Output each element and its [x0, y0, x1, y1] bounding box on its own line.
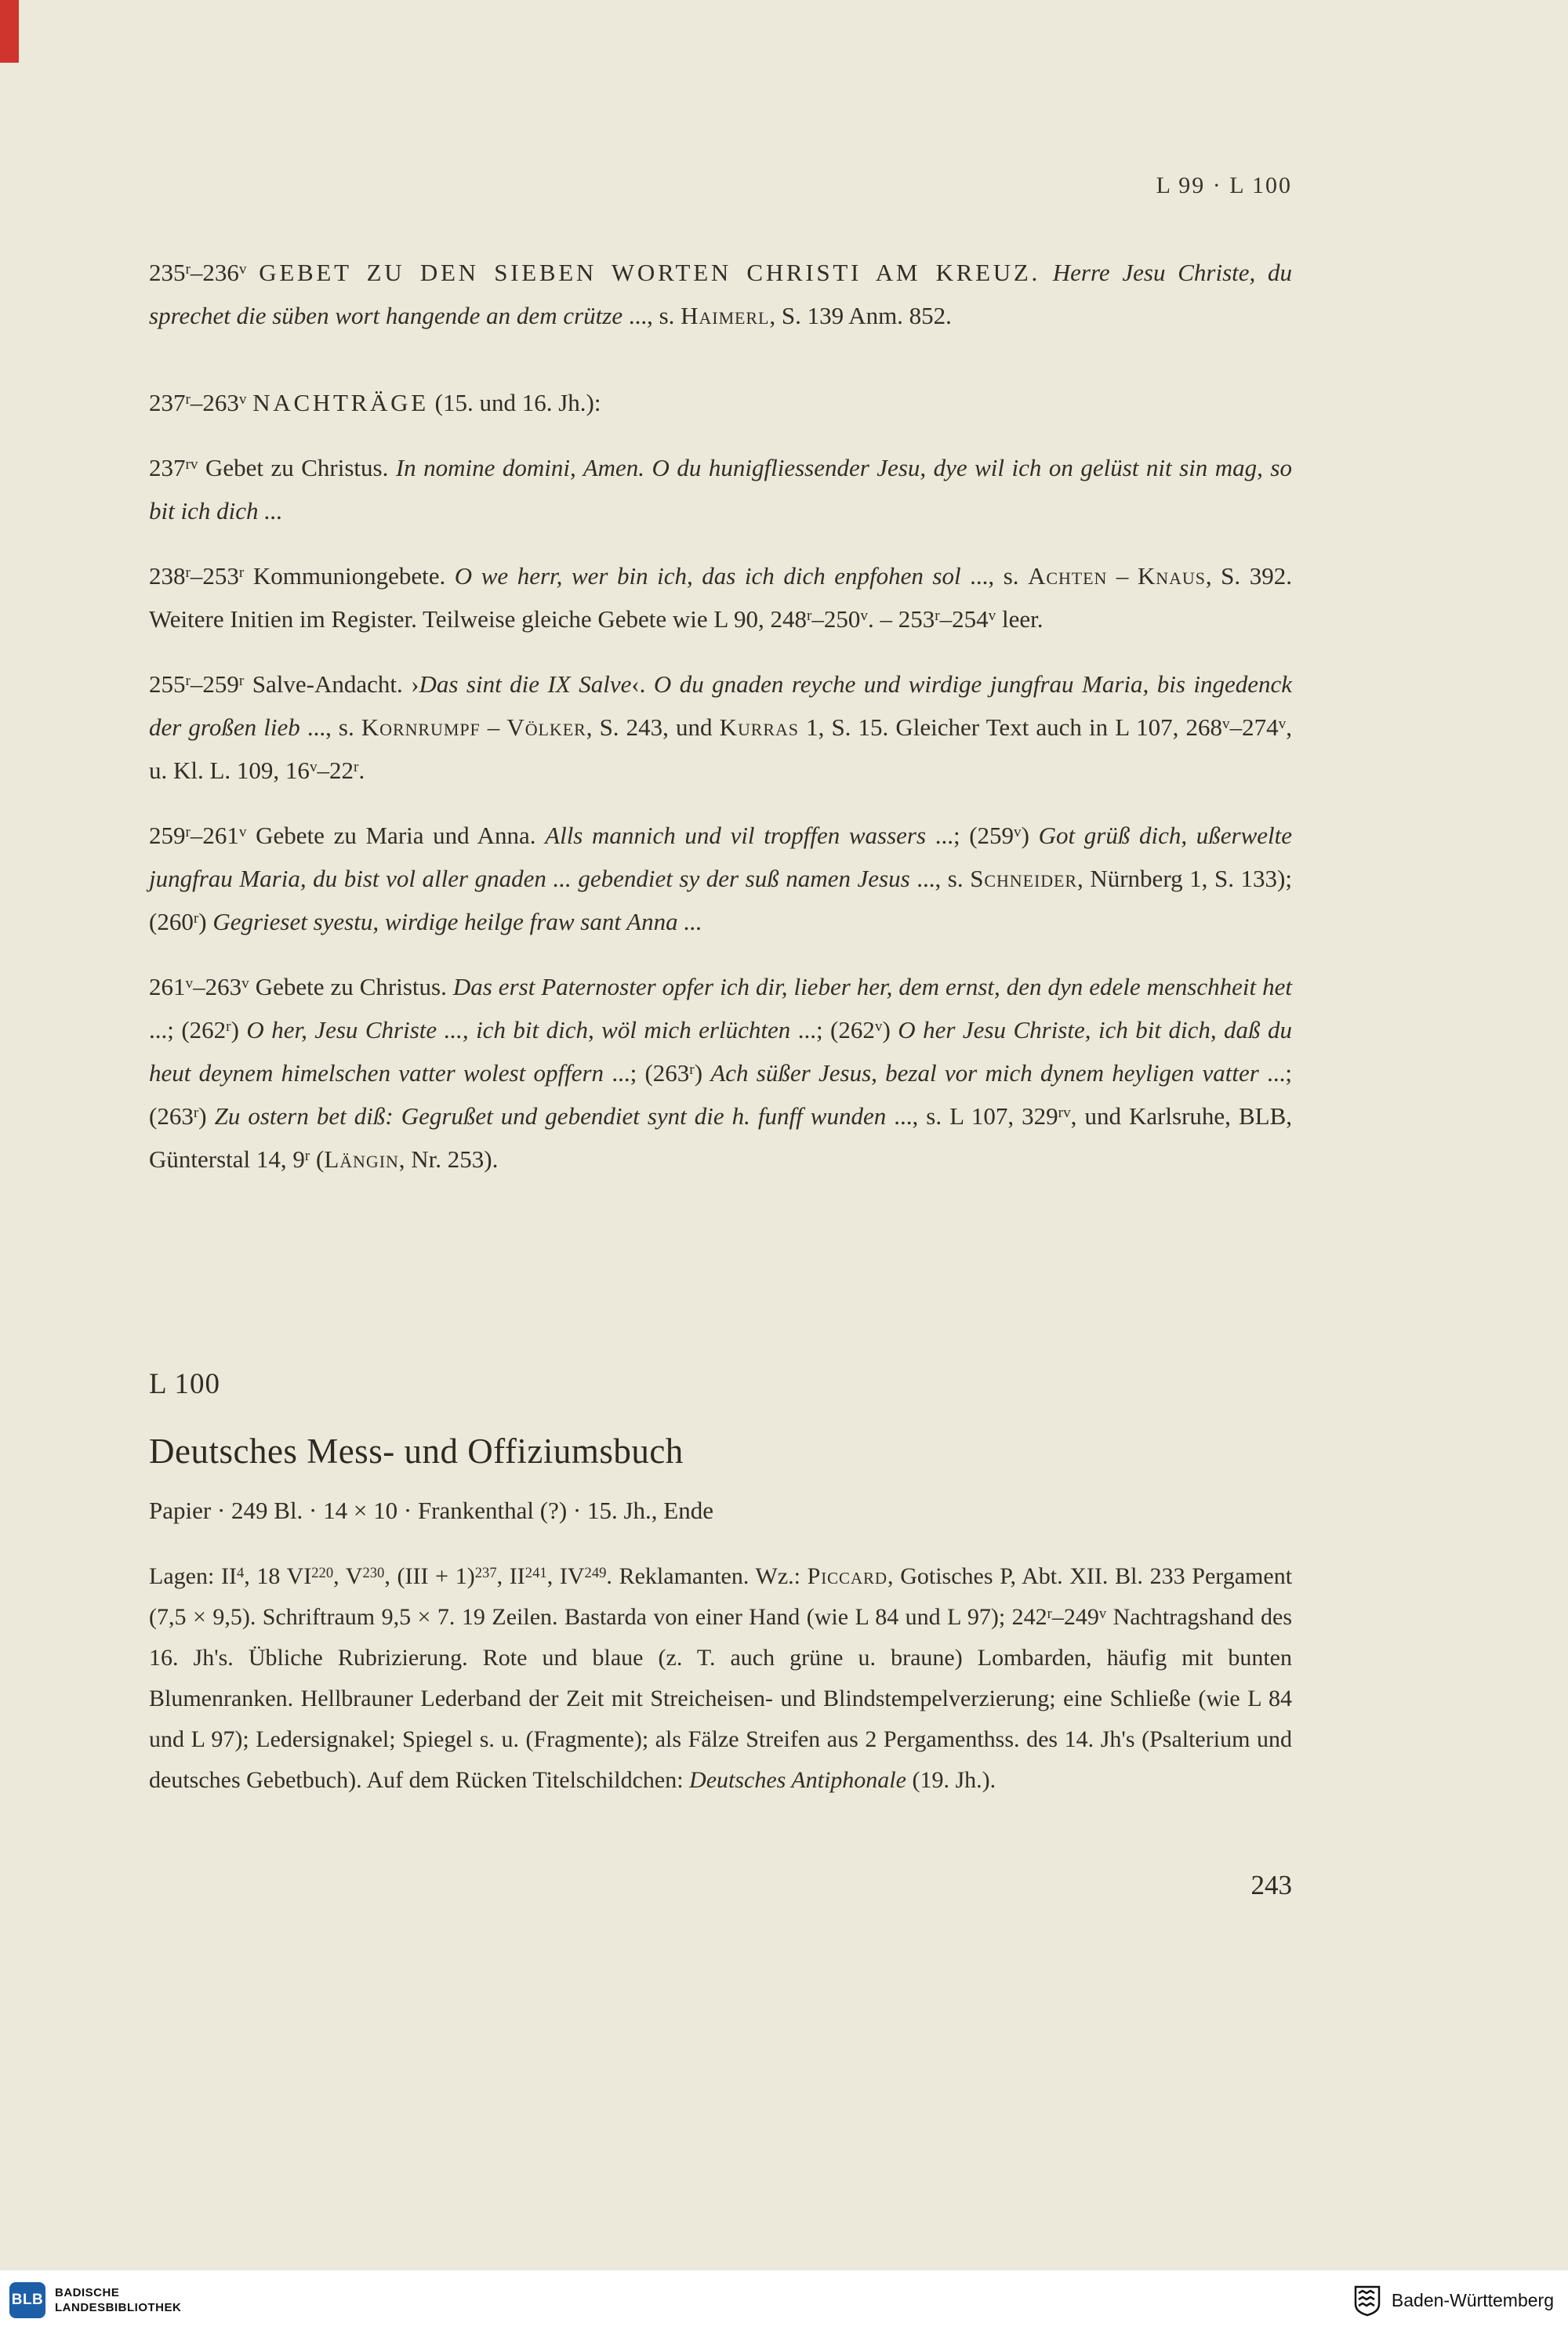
text-segment: , u. Kl. L. 109, 16	[149, 713, 1292, 784]
text-segment: 220	[311, 1564, 334, 1581]
entry-paragraph	[149, 814, 1292, 943]
text-segment: 241	[524, 1564, 547, 1581]
text-segment: Ach süßer Jesus, bezal vor mich dynem heyligen vatter	[710, 1059, 1259, 1087]
entry-list	[149, 251, 1292, 1181]
text-segment: )	[1021, 822, 1039, 849]
text-segment: Gebete zu Maria und Anna.	[246, 822, 546, 849]
text-segment: r	[238, 673, 245, 690]
text-segment: )	[198, 1102, 215, 1130]
text-segment: –	[480, 713, 507, 741]
text-segment: r	[185, 824, 191, 841]
text-segment: , Nürnberg 1, S. 133); (260	[149, 865, 1292, 935]
text-segment: Deutsches Antiphonale	[689, 1767, 906, 1793]
text-segment: )	[198, 908, 213, 935]
text-segment: (	[310, 1145, 325, 1173]
text-segment: r	[1047, 1605, 1052, 1622]
text-segment: v	[1278, 716, 1287, 733]
text-segment: Das erst Paternoster opfer ich dir, lieber her, dem ernst, den dyn edele menschheit het	[452, 973, 1293, 1000]
text-segment: NACHTRÄGE	[252, 389, 429, 416]
text-segment	[1040, 259, 1053, 286]
text-segment: –250	[811, 605, 861, 633]
text-segment: (19. Jh.).	[906, 1767, 996, 1793]
text-segment: –236	[190, 259, 239, 286]
text-segment: v	[988, 608, 996, 625]
text-segment: 238	[149, 562, 186, 590]
text-segment: –253	[190, 562, 239, 590]
manuscript-subtitle: Papier · 249 Bl. · 14 × 10 · Frankenthal (?) · 15. Jh., Ende	[149, 1497, 713, 1524]
text-segment: , IV	[546, 1563, 585, 1589]
text-segment: –263	[193, 973, 242, 1000]
text-segment: GEBET ZU DEN SIEBEN WORTEN CHRISTI AM KREUZ.	[259, 259, 1041, 286]
text-segment: 259	[149, 822, 186, 849]
text-segment: , V	[333, 1563, 363, 1589]
text-segment: )	[882, 1016, 898, 1043]
text-segment	[247, 259, 260, 286]
text-segment: v	[185, 975, 194, 993]
library-name-line1: BADISCHE	[55, 2286, 120, 2299]
text-segment: 4	[236, 1564, 245, 1581]
codicological-description	[149, 1556, 1292, 1801]
text-segment: r	[185, 261, 191, 278]
text-segment: r	[689, 1062, 695, 1079]
library-name-line2: LANDESBIBLIOTHEK	[55, 2301, 182, 2314]
text-segment: Salve-Andacht. ›	[244, 670, 419, 698]
text-segment: , Gotisches P, Abt. XII. Bl. 233 Pergament (7,5 × 9,5). Schriftraum 9,5 × 7. 19 Zeilen. Bastarda von einer Hand (wie L 84 und L 97); 242	[149, 1563, 1293, 1630]
text-segment: –259	[190, 670, 239, 698]
text-segment: ..., s.	[622, 302, 681, 329]
text-segment: , S. 392. Weitere Initien im Register. Teilweise gleiche Gebete wie L 90, 248	[149, 562, 1292, 633]
text-segment: Alls mannich und vil tropffen wassers	[545, 822, 927, 849]
scan-artifact-red	[0, 0, 19, 63]
text-segment: Gebete zu Christus.	[249, 973, 453, 1000]
text-segment: Nachtragshand des 16. Jh's. Übliche Rubrizierung. Rote und blaue (z. T. auch grüne u. braune) Lombarden, häufig mit bunten Blumenranken. Hellbrauner Lederband der Zeit mit Streicheisen- und Blindstempelverzierung; eine Schließe (wie L 84 und L 97); Ledersignakel; Spiegel s. u. (Fragmente); als Fälze Streifen aus 2 Pergamenthss. des 14. Jh's (Psalterium und deutsches Gebetbuch). Auf dem Rücken Titelschildchen:	[149, 1604, 1292, 1793]
text-segment: r	[226, 1018, 231, 1036]
text-segment: 237	[474, 1564, 497, 1581]
running-head: L 99 · L 100	[1156, 172, 1292, 198]
scan-footer-bar	[0, 2270, 1568, 2330]
text-segment: Knaus	[1137, 562, 1206, 590]
text-segment: . – 253	[867, 605, 935, 633]
text-segment: 261	[149, 973, 186, 1000]
text-segment: 230	[362, 1564, 385, 1581]
shelfmark-heading: L 100	[149, 1368, 220, 1400]
text-segment: ...; (263	[604, 1059, 690, 1087]
text-segment: v	[238, 261, 247, 278]
text-segment: 237	[149, 389, 186, 416]
text-segment: ‹.	[631, 670, 654, 698]
text-segment: r	[185, 564, 191, 582]
text-segment: v	[1222, 716, 1230, 733]
text-segment: 235	[149, 259, 186, 286]
text-segment: –22	[317, 757, 354, 784]
text-segment: 237	[149, 454, 186, 481]
text-segment: Das sint die IX Salve	[419, 670, 632, 698]
text-segment: Kurras	[719, 713, 799, 741]
text-segment: , S. 243, und	[586, 713, 720, 741]
text-segment: Gegrieset syestu, wirdige heilge fraw sant Anna ...	[212, 908, 702, 935]
text-segment: rv	[185, 456, 198, 474]
text-segment: –	[1107, 562, 1138, 590]
text-block	[149, 0, 1292, 1901]
text-segment: O du gnaden reyche und wirdige jungfrau Maria, bis ingedenck der großen lieb	[149, 670, 1292, 741]
text-segment: Schneider	[970, 865, 1078, 892]
text-segment: r	[193, 910, 199, 927]
text-segment: , (III + 1)	[384, 1563, 475, 1589]
text-segment: , Nr. 253).	[398, 1145, 499, 1173]
text-segment: r	[185, 673, 191, 690]
text-segment: Kornrumpf	[361, 713, 481, 741]
text-segment: r	[193, 1105, 199, 1122]
text-segment: Achten	[1028, 562, 1108, 590]
manuscript-title: Deutsches Mess- und Offiziumsbuch	[149, 1432, 684, 1471]
entry-paragraph	[149, 251, 1292, 337]
text-segment: –261	[190, 822, 239, 849]
text-segment: v	[238, 824, 247, 841]
text-segment: ..., s.	[299, 713, 361, 741]
baden-wuerttemberg-coat-of-arms-icon	[1351, 2284, 1384, 2317]
text-segment: 255	[149, 670, 186, 698]
text-segment: leer.	[996, 605, 1044, 633]
text-segment: Gebet zu Christus.	[198, 454, 396, 481]
text-segment: ..., s.	[960, 562, 1029, 590]
text-segment: , 18 VI	[244, 1563, 312, 1589]
text-segment: v	[860, 608, 868, 625]
text-segment: O her, Jesu Christe ..., ich bit dich, wöl mich erlüchten	[246, 1016, 791, 1043]
text-segment: )	[694, 1059, 711, 1087]
text-segment: 1, S. 15. Gleicher Text auch in L 107, 268	[798, 713, 1223, 741]
text-segment: r	[238, 564, 245, 582]
text-segment: v	[1014, 824, 1022, 841]
text-segment: r	[304, 1148, 310, 1165]
text-segment: –254	[939, 605, 989, 633]
text-segment: Piccard	[807, 1563, 888, 1589]
text-segment: Haimerl	[681, 302, 770, 329]
text-segment: Got grüß dich, ußerwelte jungfrau Maria, du bist vol aller gnaden ... gebendiet sy der suß namen Jesus	[149, 822, 1292, 892]
entry-paragraph	[149, 381, 1292, 424]
text-segment: , S. 139 Anm. 852.	[769, 302, 952, 329]
library-name	[55, 2285, 181, 2315]
text-segment: Kommuniongebete.	[244, 562, 455, 590]
text-segment: r	[806, 608, 812, 625]
text-segment: Lagen: II	[149, 1563, 237, 1589]
library-branding	[0, 2282, 181, 2318]
text-segment: , II	[496, 1563, 525, 1589]
text-segment: )	[230, 1016, 247, 1043]
text-segment: In nomine domini, Amen. O du hunigfliessender Jesu, dye wil ich on gelüst nit sin mag, so bit ich dich ...	[149, 454, 1292, 524]
text-segment: ...; (262	[149, 1016, 227, 1043]
text-segment: –274	[1229, 713, 1279, 741]
text-segment: ...; (262	[790, 1016, 875, 1043]
text-segment: v	[874, 1018, 883, 1036]
text-segment: O we herr, wer bin ich, das ich dich enpfohen sol	[454, 562, 961, 590]
text-segment: v	[309, 759, 318, 776]
text-segment: ...; (259	[926, 822, 1014, 849]
text-segment: rv	[1058, 1105, 1071, 1122]
text-segment: –263	[190, 389, 239, 416]
text-segment: Zu ostern bet diß: Gegrußet und gebendiet synt die h. funff wunden	[214, 1102, 887, 1130]
page-number: 243	[1250, 1870, 1292, 1900]
blb-logo: BLB	[9, 2282, 45, 2318]
text-segment: v	[238, 391, 247, 408]
text-segment: r	[185, 391, 191, 408]
state-branding	[1351, 2284, 1568, 2317]
text-segment: v	[241, 975, 249, 993]
text-segment: Herre Jesu Christe, du sprechet die süben wort hangende an dem crütze	[149, 259, 1292, 329]
text-segment: r	[935, 608, 940, 625]
text-segment: Völker	[506, 713, 586, 741]
catalog-entry-l100	[149, 1367, 1292, 1801]
state-label: Baden-Württemberg	[1391, 2289, 1554, 2310]
text-segment: .	[358, 757, 365, 784]
entry-paragraph	[149, 554, 1292, 641]
text-segment: ...; (263	[149, 1059, 1293, 1130]
text-segment: O her Jesu Christe, ich bit dich, daß du heut deynem himelschen vatter wolest opffern	[149, 1016, 1293, 1087]
entry-paragraph	[149, 662, 1292, 792]
text-segment: (15. und 16. Jh.):	[428, 389, 601, 416]
text-segment: . Reklamanten. Wz.:	[606, 1563, 808, 1589]
text-segment: Längin	[324, 1145, 399, 1173]
text-segment: ..., s. L 107, 329	[886, 1102, 1058, 1130]
text-segment: ..., s.	[909, 865, 971, 892]
text-segment: 249	[584, 1564, 607, 1581]
entry-paragraph	[149, 446, 1292, 532]
text-segment: v	[1098, 1605, 1107, 1622]
text-segment: r	[354, 759, 359, 776]
entry-paragraph	[149, 965, 1292, 1181]
text-segment: , und Karlsruhe, BLB, Günterstal 14, 9	[149, 1102, 1292, 1173]
text-segment: –249	[1051, 1604, 1099, 1630]
